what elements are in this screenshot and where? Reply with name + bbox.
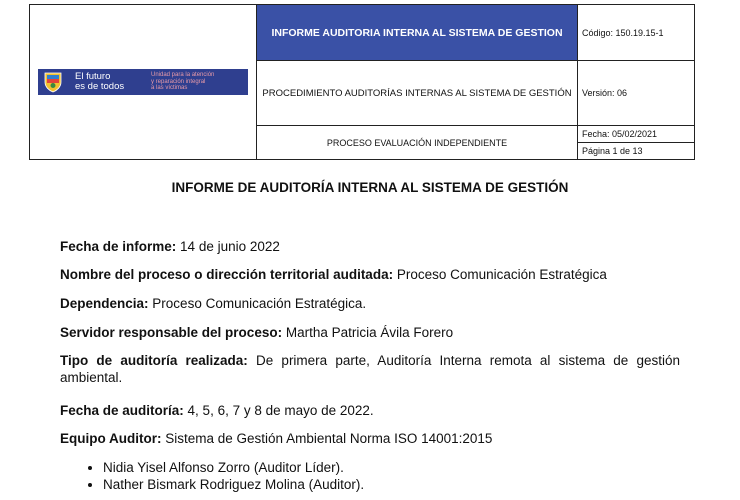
responsible-value: Martha Patricia Ávila Forero bbox=[285, 325, 454, 340]
dependency-label: Dependencia: bbox=[60, 296, 149, 311]
logo-main-text: El futuro es de todos bbox=[75, 71, 125, 92]
audit-team-value: Sistema de Gestión Ambiental Norma ISO 14001:2015 bbox=[165, 431, 493, 446]
dependency-value: Proceso Comunicación Estratégica. bbox=[152, 296, 367, 311]
report-date-field bbox=[60, 238, 680, 255]
audit-date-value: 4, 5, 6, 7 y 8 de mayo de 2022. bbox=[187, 403, 374, 418]
document-header-table bbox=[29, 4, 695, 160]
team-member-item: • Nather Bismark Rodriguez Molina (Auditor). bbox=[103, 476, 364, 493]
report-date-value: 14 de junio 2022 bbox=[180, 239, 280, 254]
audit-date-field bbox=[60, 402, 680, 419]
document-date: Fecha: 05/02/2021 bbox=[582, 129, 658, 139]
procedure-name: PROCEDIMIENTO AUDITORÍAS INTERNAS AL SISTEMA DE GESTIÓN bbox=[257, 61, 578, 126]
report-date-label: Fecha de informe: bbox=[60, 239, 177, 254]
date-page-cell bbox=[578, 126, 695, 160]
document-title: INFORME DE AUDITORÍA INTERNA AL SISTEMA DE GESTIÓN bbox=[171, 180, 569, 195]
audit-team-list bbox=[58, 459, 364, 493]
audit-type-field bbox=[60, 352, 680, 386]
institution-logo bbox=[38, 69, 248, 95]
document-code: Código: 150.19.15-1 bbox=[578, 5, 695, 61]
process-name-label: Nombre del proceso o dirección territorial auditada: bbox=[60, 267, 394, 282]
process-name-value: Proceso Comunicación Estratégica bbox=[396, 267, 607, 282]
responsible-field bbox=[60, 324, 680, 341]
dependency-field bbox=[60, 295, 680, 312]
coat-of-arms-icon bbox=[43, 71, 63, 93]
team-member-item: • Nidia Yisel Alfonso Zorro (Auditor Líder). bbox=[103, 459, 364, 476]
logo-sub-text: Unidad para la atención y reparación integral a las víctimas bbox=[151, 72, 215, 92]
page-number: Página 1 de 13 bbox=[578, 142, 694, 159]
process-name-field bbox=[60, 266, 680, 283]
process-name: PROCESO EVALUACIÓN INDEPENDIENTE bbox=[257, 126, 578, 160]
audit-date-label: Fecha de auditoría: bbox=[60, 403, 184, 418]
document-version: Versión: 06 bbox=[578, 61, 695, 126]
audit-team-label: Equipo Auditor: bbox=[60, 431, 162, 446]
audit-type-label: Tipo de auditoría realizada: bbox=[60, 353, 248, 368]
audit-team-field bbox=[60, 430, 680, 447]
logo-cell bbox=[30, 5, 257, 160]
audit-type-value: De primera parte, Auditoría Interna remota al sistema de gestión ambiental. bbox=[60, 353, 680, 385]
report-title-cell: INFORME AUDITORIA INTERNA AL SISTEMA DE GESTION bbox=[257, 5, 578, 61]
responsible-label: Servidor responsable del proceso: bbox=[60, 325, 283, 340]
